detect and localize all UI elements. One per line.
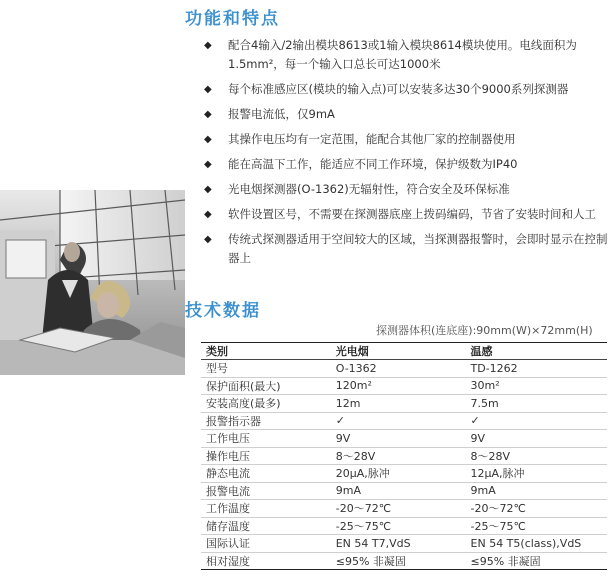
office-photo-image bbox=[0, 190, 185, 375]
features-title: 功能和特点 bbox=[185, 9, 280, 29]
feature-item bbox=[202, 230, 612, 268]
spec-label: 工作温度 bbox=[201, 500, 331, 518]
spec-row bbox=[201, 395, 607, 413]
spec-value-smoke: 20μA,脉冲 bbox=[331, 465, 466, 483]
diamond-bullet-icon: ◆ bbox=[204, 184, 212, 195]
feature-item bbox=[202, 105, 612, 124]
spec-value-heat: TD-1262 bbox=[466, 360, 607, 378]
spec-label: 保护面积(最大) bbox=[201, 377, 331, 395]
spec-value-smoke: -20～72℃ bbox=[331, 500, 466, 518]
diamond-bullet-icon: ◆ bbox=[204, 209, 212, 220]
feature-text: 软件设置区号，不需要在探测器底座上拨码编码，节省了安装时间和人工 bbox=[228, 207, 596, 221]
spec-label: 报警指示器 bbox=[201, 412, 331, 430]
spec-value-heat: 12μA,脉冲 bbox=[466, 465, 607, 483]
feature-text: 每个标准感应区(模块的输入点)可以安装多达30个9000系列探测器 bbox=[228, 82, 569, 96]
diamond-bullet-icon: ◆ bbox=[204, 234, 212, 245]
diamond-bullet-icon: ◆ bbox=[204, 109, 212, 120]
diamond-bullet-icon: ◆ bbox=[204, 134, 212, 145]
spec-label: 型号 bbox=[201, 360, 331, 378]
diamond-bullet-icon: ◆ bbox=[204, 40, 212, 51]
spec-value-smoke: 9mA bbox=[331, 482, 466, 500]
spec-row bbox=[201, 552, 607, 570]
spec-row bbox=[201, 377, 607, 395]
spec-row bbox=[201, 482, 607, 500]
office-photo bbox=[0, 190, 185, 375]
feature-item bbox=[202, 180, 612, 199]
feature-item bbox=[202, 80, 612, 99]
spec-row bbox=[201, 465, 607, 483]
spec-row bbox=[201, 360, 607, 378]
spec-table bbox=[201, 342, 607, 570]
spec-value-smoke: ✓ bbox=[331, 412, 466, 430]
spec-value-heat: 8～28V bbox=[466, 447, 607, 465]
spec-row bbox=[201, 447, 607, 465]
spec-label: 安装高度(最多) bbox=[201, 395, 331, 413]
spec-label: 储存温度 bbox=[201, 517, 331, 535]
spec-value-smoke: ≤95% 非凝固 bbox=[331, 552, 466, 570]
diamond-bullet-icon: ◆ bbox=[204, 84, 212, 95]
header-category: 类别 bbox=[201, 343, 331, 360]
spec-label: 报警电流 bbox=[201, 482, 331, 500]
feature-text: 能在高温下工作，能适应不同工作环境，保护级数为IP40 bbox=[228, 157, 518, 171]
feature-item bbox=[202, 130, 612, 149]
spec-value-heat: 9mA bbox=[466, 482, 607, 500]
spec-value-smoke: EN 54 T7,VdS bbox=[331, 535, 466, 553]
spec-label: 国际认证 bbox=[201, 535, 331, 553]
spec-value-heat: EN 54 T5(class),VdS bbox=[466, 535, 607, 553]
spec-value-smoke: O-1362 bbox=[331, 360, 466, 378]
feature-text: 其操作电压均有一定范围，能配合其他厂家的控制器使用 bbox=[228, 132, 516, 146]
spec-label: 工作电压 bbox=[201, 430, 331, 448]
spec-value-heat: 30m² bbox=[466, 377, 607, 395]
spec-row bbox=[201, 500, 607, 518]
spec-value-heat: ✓ bbox=[466, 412, 607, 430]
spec-value-heat: -20～72℃ bbox=[466, 500, 607, 518]
spec-value-smoke: 8～28V bbox=[331, 447, 466, 465]
diamond-bullet-icon: ◆ bbox=[204, 159, 212, 170]
feature-text: 光电烟探测器(O-1362)无辐射性，符合安全及环保标准 bbox=[228, 182, 510, 196]
detector-dimensions: 探测器体积(连底座):90mm(W)×72mm(H) bbox=[376, 324, 593, 337]
spec-row bbox=[201, 535, 607, 553]
header-heat: 温感 bbox=[466, 343, 607, 360]
spec-label: 操作电压 bbox=[201, 447, 331, 465]
spec-label: 静态电流 bbox=[201, 465, 331, 483]
feature-item bbox=[202, 36, 612, 74]
features-list bbox=[202, 36, 612, 274]
spec-value-heat: ≤95% 非凝固 bbox=[466, 552, 607, 570]
spec-row bbox=[201, 517, 607, 535]
spec-value-smoke: 9V bbox=[331, 430, 466, 448]
header-photoelectric-smoke: 光电烟 bbox=[331, 343, 466, 360]
feature-item bbox=[202, 205, 612, 224]
spec-value-smoke: -25～75℃ bbox=[331, 517, 466, 535]
spec-row bbox=[201, 412, 607, 430]
spec-value-heat: 7.5m bbox=[466, 395, 607, 413]
feature-text: 报警电流低，仅9mA bbox=[228, 107, 335, 121]
feature-text: 传统式探测器适用于空间较大的区域，当探测器报警时，会即时显示在控制器上 bbox=[228, 232, 608, 265]
spec-value-heat: 9V bbox=[466, 430, 607, 448]
specs-title: 技术数据 bbox=[185, 301, 261, 321]
feature-text: 配合4输入/2输出模块8613或1输入模块8614模块使用。电线面积为1.5mm²，每一个输入口总长可达1000米 bbox=[228, 38, 577, 71]
spec-table-header bbox=[201, 343, 607, 360]
spec-value-heat: -25～75℃ bbox=[466, 517, 607, 535]
spec-value-smoke: 12m bbox=[331, 395, 466, 413]
spec-value-smoke: 120m² bbox=[331, 377, 466, 395]
feature-item bbox=[202, 155, 612, 174]
spec-row bbox=[201, 430, 607, 448]
spec-label: 相对湿度 bbox=[201, 552, 331, 570]
